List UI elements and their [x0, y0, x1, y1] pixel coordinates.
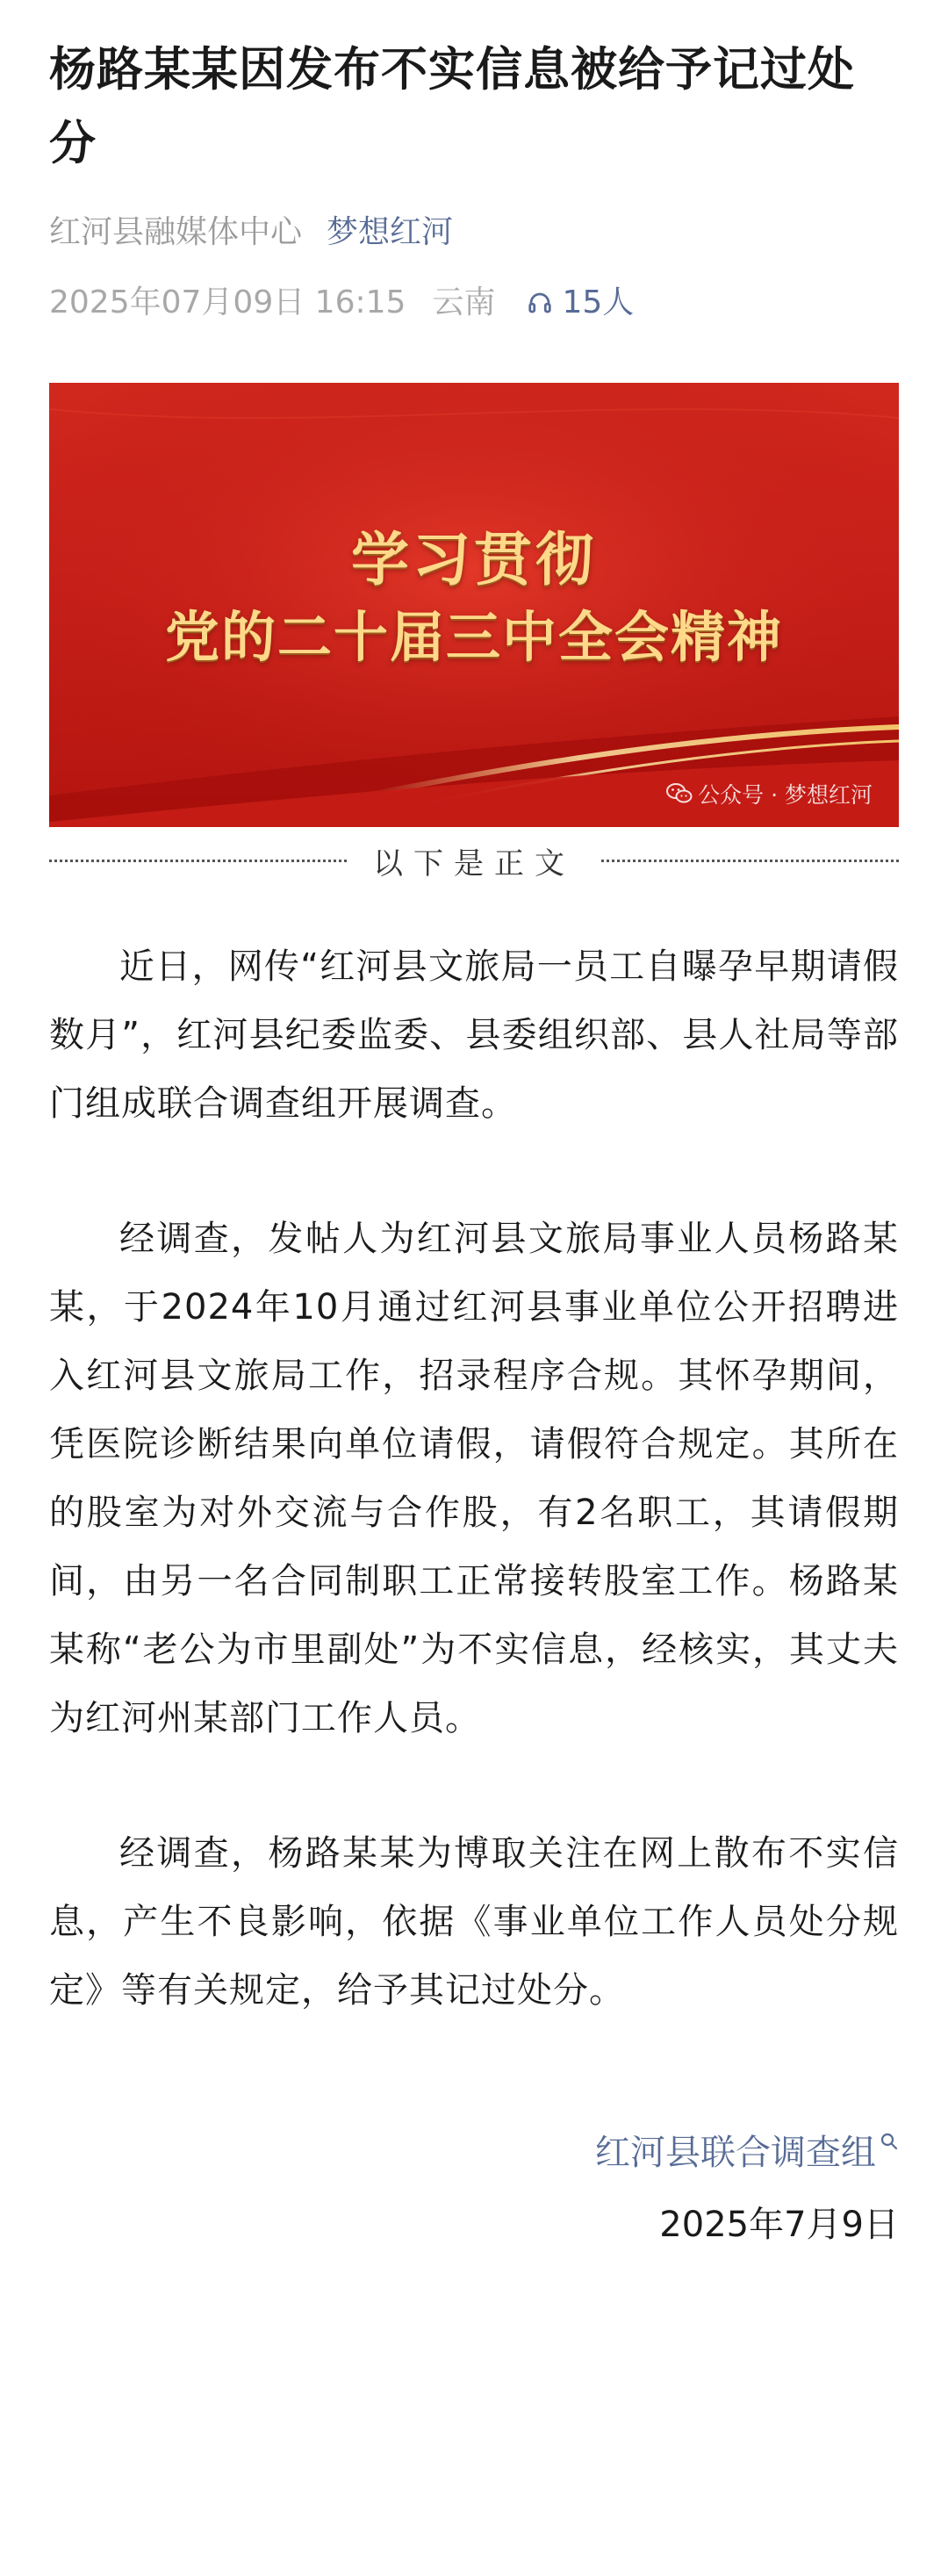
signature-org[interactable]	[49, 2126, 899, 2179]
divider-dots-right	[601, 860, 899, 862]
source-name: 红河县融媒体中心	[49, 214, 303, 250]
divider-label: 以下是正文	[373, 845, 575, 881]
headphones-icon	[527, 290, 553, 316]
paragraph-1: 近日，网传“红河县文旅局一员工自曝孕早期请假数月”，红河县纪委监委、县委组织部、县人社局等部门组成联合调查组开展调查。	[49, 946, 899, 1124]
banner-image	[49, 383, 899, 827]
paragraph-2: 经调查，发帖人为红河县文旅局事业人员杨路某某，于2024年10月通过红河县事业单位公开招聘进入红河县文旅局工作，招录程序合规。其怀孕期间，凭医院诊断结果向单位请假，请假符合规定。其所在的股室为对外交流与合作股，有2名职工，其请假期间，由另一名合同制职工正常接转股室工作。杨路某某称“老公为市里副处”为不实信息，经核实，其丈夫为红河州某部门工作人员。	[49, 1219, 899, 1738]
article-source-row	[49, 211, 899, 255]
watermark-text: 公众号 · 梦想红河	[698, 782, 873, 808]
publish-location: 云南	[432, 284, 496, 320]
article-page	[49, 0, 899, 2251]
search-icon[interactable]	[880, 2132, 899, 2151]
paragraph-3: 经调查，杨路某某为博取关注在网上散布不实信息，产生不良影响，依据《事业单位工作人员处分规定》等有关规定，给予其记过处分。	[49, 1833, 899, 2011]
banner-line-1: 学习贯彻	[351, 525, 597, 594]
article-body	[49, 932, 899, 2025]
listener-count: 15人	[562, 284, 635, 320]
account-link[interactable]: 梦想红河	[327, 214, 454, 250]
signature-org-text[interactable]: 红河县联合调查组	[595, 2133, 876, 2173]
signature-date: 2025年7月9日	[659, 2205, 899, 2245]
listen-button[interactable]	[527, 281, 634, 325]
banner-line-2: 党的二十届三中全会精神	[164, 605, 783, 669]
body-divider	[49, 839, 899, 881]
wechat-icon	[666, 782, 693, 805]
article-meta-row	[49, 281, 899, 325]
banner-watermark	[666, 778, 873, 809]
publish-datetime: 2025年07月09日 16:15	[49, 284, 406, 320]
article-title: 杨路某某因发布不实信息被给予记过处分	[49, 43, 855, 170]
divider-dots-left	[49, 860, 347, 862]
